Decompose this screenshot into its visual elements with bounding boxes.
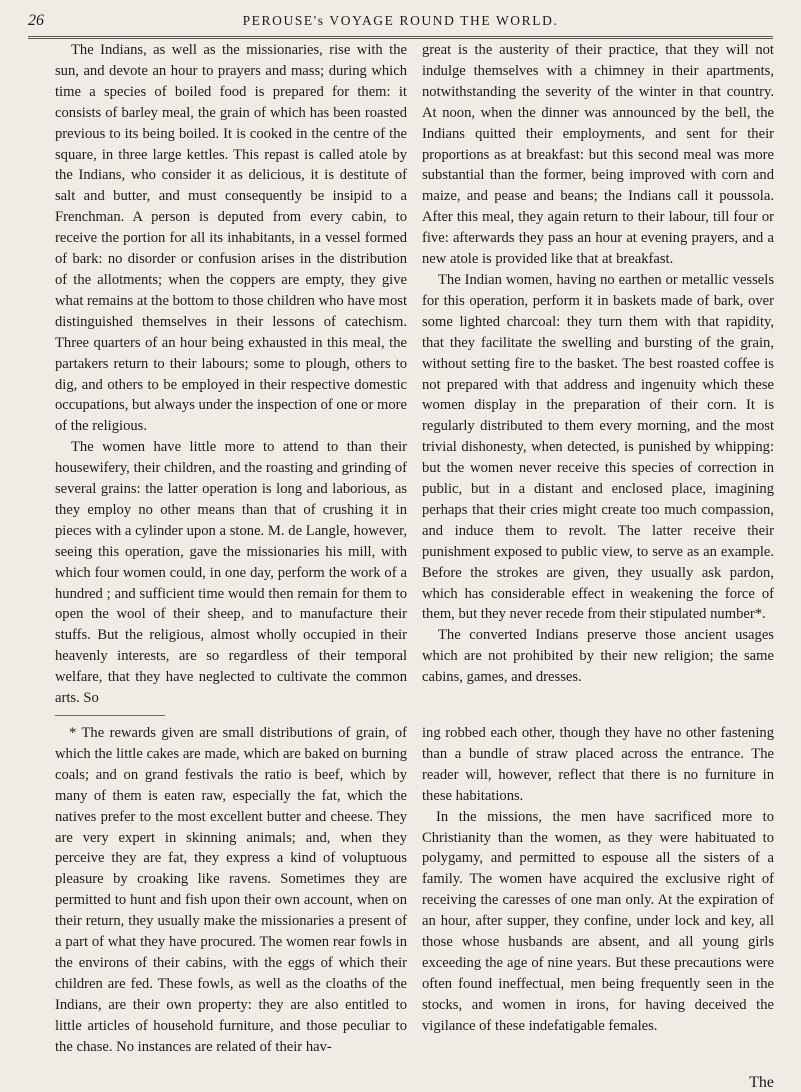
left-column [55,40,407,1055]
page-number: 26 [28,12,44,29]
right-footnote [422,723,774,1037]
running-head: PEROUSE's VOYAGE ROUND THE WORLD. [242,13,559,28]
header-rule [28,36,773,39]
right-paragraph-1: great is the austerity of their practice, that they will not indulge themselves with a chimney in their apartments, notwithstanding the severity of the winter in that country. At noon, when the dinner was announced by the bell, the Indians quitted their employments, and sent for their proportions as at breakfast: but this second meal was more substantial than the former, being improved with corn and maize, and pease and beans; the Indians call it poussola. After this meal, they again return to their labour, till four or five: afterwards they pass an hour at evening prayers, and a new atole is provided like that at breakfast. [422,42,774,268]
footnote-rule [55,715,165,716]
left-footnote [55,723,407,1058]
catchword: The [749,1074,774,1091]
page-header [28,12,773,34]
footnote-paragraph: In the missions, the men have sacrificed more to Christianity than the women, as they were habituated to polygamy, and permitted to espouse all the sisters of a family. The women have acquired the exclusive right of receiving the caresses of one man only. At the expiration of an hour, after supper, they confine, under lock and key, all those whose husbands are absent, and all young girls exceeding the age of nine years. But these precautions were often found ineffectual, men being frequently seen in the stocks, and women in irons, for having deceived the vigilance of these indefatigable females. [422,808,774,1034]
right-column [422,40,774,1091]
right-paragraph-2: The Indian women, having no earthen or metallic vessels for this operation, perform it in baskets made of bark, over some lighted charcoal: they turn them with that rapidity, that they facilitate the swelling and bursting of the grain, without setting fire to the basket. The best roasted coffee is not prepared with that address and ingenuity which these women display in the preparation of their corn. It is regularly distributed to them every morning, and the most trivial dishonesty, when detected, is punished by whipping: but the women never receive this species of correction in public, but in a distant and enclosed place, imagining perhaps that their cries might create too much compassion, and induce them to revolt. The latter receive their punishment exposed to public view, to serve as an example. Before the strokes are given, they usually ask pardon, which has considerable effect in weakening the force of them, but they never recede from their stipulated number*. [422,271,774,623]
right-paragraph-3: The converted Indians preserve those ancient usages which are not prohibited by their new religion; the same cabins, games, and dresses. [422,627,774,686]
left-paragraph-2: The women have little more to attend to than their housewifery, their children, and the roasting and grinding of several grains: the latter operation is long and laborious, as they employ no other means than that of crushing it in pieces with a cylinder upon a stone. M. de Langle, however, seeing this operation, gave the missionaries his mill, with which four women could, in one day, perform the work of a hundred ; and sufficient time would then remain for them to open the wool of their sheep, and to manufacture their stuffs. But the religious, almost wholly occupied in their heavenly interests, are so regardless of their temporal welfare, that they have neglected to cultivate the common arts. So [55,439,407,707]
left-paragraph-1: The Indians, as well as the missionaries, rise with the sun, and devote an hour to prayers and mass; during which time a species of boiled food is prepared for them: it consists of barley meal, the grain of which has been roasted previous to its being boiled. It is cooked in the centre of the square, in three large kettles. This repast is called atole by the Indians, who consider it as delicious, it is destitute of salt and butter, and must consequently be insipid to a Frenchman. A person is deputed from every cabin, to receive the portion for all its inhabitants, in a vessel formed of bark: no disorder or confusion arises in the distribution of the allotments; when the coppers are empty, they give what remains at the bottom to those children who have most distinguished themselves in their lessons of catechism. Three quarters of an hour being exhausted in this meal, the partakers return to their labours; some to plough, others to dig, and others to be employed in their respective domestic occupations, but always under the inspection of one or more of the religious. [55,42,407,435]
footnote-continuation: ing robbed each other, though they have no other fastening than a bundle of straw placed across the entrance. The reader will, however, reflect that there is no furniture in these habitations. [422,725,774,804]
footnote-text: * The rewards given are small distributions of grain, of which the little cakes are made, which are baked on burning coals; and on grand festivals the ratio is beef, which by many of them is eaten raw, especially the fat, which the natives prefer to the most excellent butter and cheese. They are very expert in skinning animals; and, when they perceive they are fat, they express a kind of voluptuous pleasure by croaking like ravens. Sometimes they are permitted to hunt and fish upon their own account, when on their return, they usually make the missionaries a present of a part of what they have procured. The women rear fowls in the environs of their cabins, with the eggs of which their children are fed. These fowls, as well as the cloaths of the Indians, are their own property: they are also entitled to little articles of household furniture, and those peculiar to the chase. No instances are related of their hav- [55,725,407,1055]
